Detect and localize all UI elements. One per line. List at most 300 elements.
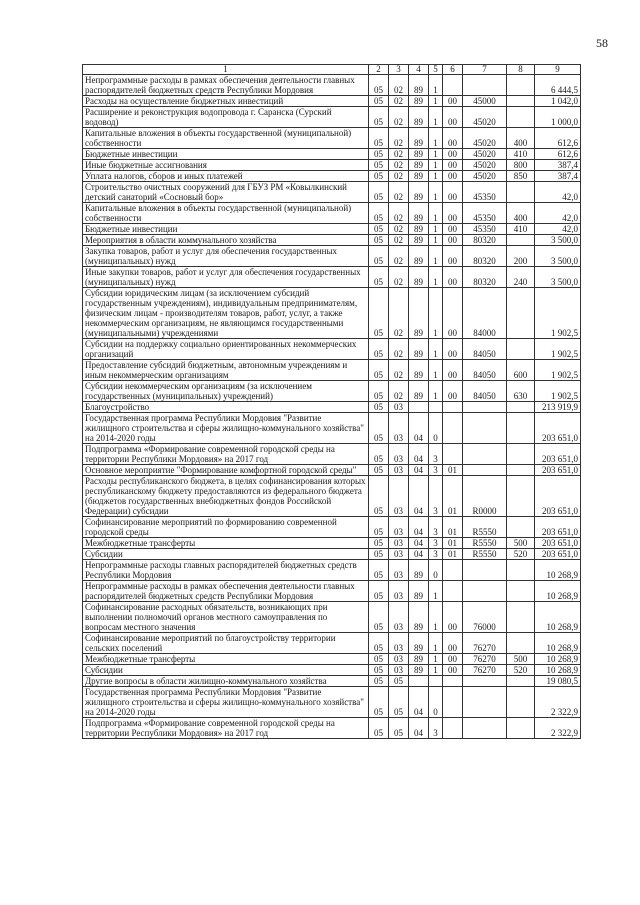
- expense-type-code-cell: [507, 413, 535, 444]
- event-code-cell: 01: [443, 465, 463, 476]
- amount-cell: 2 322,9: [535, 718, 581, 739]
- direction-code-cell: 84000: [463, 288, 507, 339]
- table-row: [83, 718, 581, 739]
- header-cell: 3: [389, 65, 409, 75]
- section-code-cell: 05: [369, 171, 389, 182]
- event-code-cell: [443, 687, 463, 718]
- event-code-cell: [443, 75, 463, 96]
- subprogram-code-cell: 3: [429, 517, 443, 538]
- subsection-code-cell: 02: [389, 339, 409, 360]
- subprogram-code-cell: [429, 402, 443, 413]
- program-code-cell: 89: [409, 160, 429, 171]
- expense-type-code-cell: [507, 444, 535, 465]
- amount-cell: 1 042,0: [535, 96, 581, 107]
- header-cell: 7: [463, 65, 507, 75]
- table-row: [83, 654, 581, 665]
- table-row: [83, 444, 581, 465]
- amount-cell: 42,0: [535, 224, 581, 235]
- expense-type-code-cell: [507, 581, 535, 602]
- amount-cell: 387,4: [535, 160, 581, 171]
- section-code-cell: 05: [369, 288, 389, 339]
- program-code-cell: 89: [409, 107, 429, 128]
- subprogram-code-cell: 1: [429, 107, 443, 128]
- event-code-cell: 01: [443, 517, 463, 538]
- section-code-cell: 05: [369, 182, 389, 203]
- amount-cell: 10 268,9: [535, 602, 581, 633]
- direction-code-cell: [463, 718, 507, 739]
- subsection-code-cell: 05: [389, 676, 409, 687]
- section-code-cell: 05: [369, 360, 389, 381]
- event-code-cell: 00: [443, 149, 463, 160]
- section-code-cell: 05: [369, 381, 389, 402]
- item-name-cell: Субсидии юридическим лицам (за исключением субсидий государственным учреждениям), индивидуальным предпринимателям, физическим лицам - производителям товаров, работ, услуг, а также некоммерческим организациям, не являющимся государственными (муниципальными) учреждениями: [83, 288, 369, 339]
- direction-code-cell: 80320: [463, 246, 507, 267]
- item-name-cell: Непрограммные расходы главных распорядителей бюджетных средств Республики Мордовия: [83, 560, 369, 581]
- amount-cell: 1 902,5: [535, 360, 581, 381]
- item-name-cell: Подпрограмма «Формирование современной городской среды на территории Республики Мордовия» на 2017 год: [83, 444, 369, 465]
- subsection-code-cell: 02: [389, 96, 409, 107]
- section-code-cell: 05: [369, 444, 389, 465]
- table-row: [83, 96, 581, 107]
- table-row: [83, 182, 581, 203]
- event-code-cell: 01: [443, 538, 463, 549]
- program-code-cell: 89: [409, 235, 429, 246]
- subprogram-code-cell: 1: [429, 288, 443, 339]
- subsection-code-cell: 02: [389, 224, 409, 235]
- section-code-cell: 05: [369, 235, 389, 246]
- amount-cell: 19 080,5: [535, 676, 581, 687]
- expense-type-code-cell: [507, 182, 535, 203]
- header-cell: 5: [429, 65, 443, 75]
- amount-cell: 612,6: [535, 128, 581, 149]
- item-name-cell: Бюджетные инвестиции: [83, 224, 369, 235]
- event-code-cell: [443, 718, 463, 739]
- expense-type-code-cell: [507, 288, 535, 339]
- item-name-cell: Иные закупки товаров, работ и услуг для обеспечения государственных (муниципальных) нужд: [83, 267, 369, 288]
- direction-code-cell: 84050: [463, 381, 507, 402]
- expense-type-code-cell: [507, 96, 535, 107]
- direction-code-cell: 45350: [463, 224, 507, 235]
- subprogram-code-cell: 1: [429, 171, 443, 182]
- direction-code-cell: 76270: [463, 633, 507, 654]
- amount-cell: 3 500,0: [535, 267, 581, 288]
- expense-type-code-cell: [507, 602, 535, 633]
- item-name-cell: Межбюджетные трансферты: [83, 538, 369, 549]
- subprogram-code-cell: 1: [429, 224, 443, 235]
- section-code-cell: 05: [369, 538, 389, 549]
- direction-code-cell: 45020: [463, 160, 507, 171]
- program-code-cell: 89: [409, 288, 429, 339]
- expense-type-code-cell: [507, 560, 535, 581]
- direction-code-cell: [463, 465, 507, 476]
- event-code-cell: 00: [443, 182, 463, 203]
- subprogram-code-cell: 0: [429, 687, 443, 718]
- item-name-cell: Капитальные вложения в объекты государственной (муниципальной) собственности: [83, 128, 369, 149]
- event-code-cell: [443, 413, 463, 444]
- item-name-cell: Государственная программа Республики Мордовия "Развитие жилищного строительства и сферы жилищно-коммунального хозяйства" на 2014-2020 годы: [83, 413, 369, 444]
- direction-code-cell: 76000: [463, 602, 507, 633]
- table-row: [83, 203, 581, 224]
- program-code-cell: 89: [409, 182, 429, 203]
- direction-code-cell: 84050: [463, 339, 507, 360]
- item-name-cell: Другие вопросы в области жилищно-коммунального хозяйства: [83, 676, 369, 687]
- program-code-cell: [409, 676, 429, 687]
- table-row: [83, 107, 581, 128]
- subprogram-code-cell: [429, 676, 443, 687]
- expense-type-code-cell: [507, 633, 535, 654]
- expense-type-code-cell: [507, 465, 535, 476]
- section-code-cell: 05: [369, 718, 389, 739]
- event-code-cell: 00: [443, 107, 463, 128]
- table-row: [83, 75, 581, 96]
- section-code-cell: 05: [369, 75, 389, 96]
- amount-cell: 42,0: [535, 182, 581, 203]
- table-row: [83, 413, 581, 444]
- expense-type-code-cell: 600: [507, 360, 535, 381]
- direction-code-cell: [463, 676, 507, 687]
- event-code-cell: 00: [443, 654, 463, 665]
- program-code-cell: 89: [409, 381, 429, 402]
- direction-code-cell: 45020: [463, 149, 507, 160]
- table-row: [83, 560, 581, 581]
- section-code-cell: 05: [369, 203, 389, 224]
- program-code-cell: 89: [409, 339, 429, 360]
- subprogram-code-cell: 1: [429, 96, 443, 107]
- direction-code-cell: R5550: [463, 538, 507, 549]
- table-row: [83, 235, 581, 246]
- program-code-cell: 89: [409, 224, 429, 235]
- subsection-code-cell: 03: [389, 633, 409, 654]
- item-name-cell: Государственная программа Республики Мордовия "Развитие жилищного строительства и сферы жилищно-коммунального хозяйства" на 2014-2020 годы: [83, 687, 369, 718]
- event-code-cell: 01: [443, 549, 463, 560]
- section-code-cell: 05: [369, 676, 389, 687]
- subsection-code-cell: 05: [389, 687, 409, 718]
- table-row: [83, 381, 581, 402]
- expense-type-code-cell: 800: [507, 160, 535, 171]
- subsection-code-cell: 02: [389, 203, 409, 224]
- table-row: [83, 224, 581, 235]
- item-name-cell: Строительство очистных сооружений для ГБУЗ РМ «Ковылкинский детский санаторий «Сосновый бор»: [83, 182, 369, 203]
- amount-cell: 203 651,0: [535, 476, 581, 517]
- subsection-code-cell: 02: [389, 267, 409, 288]
- item-name-cell: Основное мероприятие "Формирование комфортной городской среды": [83, 465, 369, 476]
- item-name-cell: Софинансирование расходных обязательств, возникающих при выполнении полномочий органов местного самоуправления по вопросам местного значения: [83, 602, 369, 633]
- subprogram-code-cell: 1: [429, 246, 443, 267]
- program-code-cell: 04: [409, 718, 429, 739]
- expense-type-code-cell: 500: [507, 654, 535, 665]
- item-name-cell: Благоустройство: [83, 402, 369, 413]
- program-code-cell: 89: [409, 128, 429, 149]
- amount-cell: 612,6: [535, 149, 581, 160]
- table-row: [83, 476, 581, 517]
- event-code-cell: 00: [443, 128, 463, 149]
- event-code-cell: 00: [443, 246, 463, 267]
- amount-cell: 203 651,0: [535, 517, 581, 538]
- amount-cell: 213 919,9: [535, 402, 581, 413]
- event-code-cell: 00: [443, 96, 463, 107]
- subsection-code-cell: 03: [389, 444, 409, 465]
- program-code-cell: 04: [409, 413, 429, 444]
- table-row: [83, 633, 581, 654]
- expense-type-code-cell: [507, 687, 535, 718]
- subsection-code-cell: 03: [389, 581, 409, 602]
- item-name-cell: Подпрограмма «Формирование современной городской среды на территории Республики Мордовия» на 2017 год: [83, 718, 369, 739]
- program-code-cell: 89: [409, 96, 429, 107]
- subsection-code-cell: 03: [389, 654, 409, 665]
- amount-cell: 10 268,9: [535, 665, 581, 676]
- expense-type-code-cell: 630: [507, 381, 535, 402]
- subprogram-code-cell: 1: [429, 360, 443, 381]
- event-code-cell: 00: [443, 235, 463, 246]
- section-code-cell: 05: [369, 413, 389, 444]
- section-code-cell: 05: [369, 465, 389, 476]
- expense-type-code-cell: 400: [507, 128, 535, 149]
- direction-code-cell: [463, 560, 507, 581]
- direction-code-cell: 45350: [463, 182, 507, 203]
- program-code-cell: 04: [409, 687, 429, 718]
- subsection-code-cell: 03: [389, 476, 409, 517]
- amount-cell: 387,4: [535, 171, 581, 182]
- amount-cell: 3 500,0: [535, 246, 581, 267]
- amount-cell: 10 268,9: [535, 560, 581, 581]
- item-name-cell: Субсидии: [83, 665, 369, 676]
- section-code-cell: 05: [369, 96, 389, 107]
- subsection-code-cell: 02: [389, 149, 409, 160]
- event-code-cell: 01: [443, 476, 463, 517]
- expense-type-code-cell: 850: [507, 171, 535, 182]
- item-name-cell: Софинансирование мероприятий по формированию современной городской среды: [83, 517, 369, 538]
- subsection-code-cell: 02: [389, 288, 409, 339]
- subsection-code-cell: 02: [389, 360, 409, 381]
- table-row: [83, 687, 581, 718]
- item-name-cell: Расширение и реконструкция водопровода г. Саранска (Сурский водовод): [83, 107, 369, 128]
- amount-cell: 203 651,0: [535, 465, 581, 476]
- table-row: [83, 602, 581, 633]
- budget-table: [82, 64, 581, 739]
- subprogram-code-cell: 1: [429, 654, 443, 665]
- program-code-cell: 89: [409, 581, 429, 602]
- expense-type-code-cell: 500: [507, 538, 535, 549]
- item-name-cell: Межбюджетные трансферты: [83, 654, 369, 665]
- subsection-code-cell: 03: [389, 517, 409, 538]
- section-code-cell: 05: [369, 246, 389, 267]
- subsection-code-cell: 05: [389, 718, 409, 739]
- expense-type-code-cell: [507, 339, 535, 360]
- subprogram-code-cell: 3: [429, 718, 443, 739]
- subsection-code-cell: 02: [389, 235, 409, 246]
- subprogram-code-cell: 3: [429, 549, 443, 560]
- amount-cell: 1 902,5: [535, 381, 581, 402]
- event-code-cell: 00: [443, 381, 463, 402]
- subprogram-code-cell: 1: [429, 665, 443, 676]
- event-code-cell: 00: [443, 360, 463, 381]
- section-code-cell: 05: [369, 160, 389, 171]
- subsection-code-cell: 03: [389, 665, 409, 676]
- table-row: [83, 665, 581, 676]
- subprogram-code-cell: 3: [429, 444, 443, 465]
- expense-type-code-cell: [507, 235, 535, 246]
- expense-type-code-cell: 200: [507, 246, 535, 267]
- header-cell: 1: [83, 65, 369, 75]
- direction-code-cell: 45020: [463, 128, 507, 149]
- header-cell: 4: [409, 65, 429, 75]
- subprogram-code-cell: 1: [429, 267, 443, 288]
- header-row: [83, 65, 581, 75]
- section-code-cell: 05: [369, 687, 389, 718]
- amount-cell: 203 651,0: [535, 549, 581, 560]
- section-code-cell: 05: [369, 339, 389, 360]
- expense-type-code-cell: [507, 107, 535, 128]
- direction-code-cell: [463, 413, 507, 444]
- subsection-code-cell: 03: [389, 549, 409, 560]
- subprogram-code-cell: 0: [429, 413, 443, 444]
- direction-code-cell: 76270: [463, 654, 507, 665]
- direction-code-cell: 80320: [463, 267, 507, 288]
- section-code-cell: 05: [369, 549, 389, 560]
- subprogram-code-cell: 1: [429, 381, 443, 402]
- event-code-cell: [443, 560, 463, 581]
- amount-cell: 10 268,9: [535, 633, 581, 654]
- item-name-cell: Непрограммные расходы в рамках обеспечения деятельности главных распорядителей бюджетных средств Республики Мордовия: [83, 581, 369, 602]
- table-row: [83, 246, 581, 267]
- direction-code-cell: [463, 581, 507, 602]
- direction-code-cell: [463, 402, 507, 413]
- expense-type-code-cell: 410: [507, 149, 535, 160]
- direction-code-cell: [463, 75, 507, 96]
- expense-type-code-cell: [507, 718, 535, 739]
- event-code-cell: [443, 581, 463, 602]
- section-code-cell: 05: [369, 517, 389, 538]
- item-name-cell: Расходы республиканского бюджета, в целях софинансирования которых республиканскому бюджету предоставляются из федерального бюджета (бюджетов государственных внебюджетных фондов Российской Федерации) субсидии: [83, 476, 369, 517]
- event-code-cell: [443, 444, 463, 465]
- item-name-cell: Капитальные вложения в объекты государственной (муниципальной) собственности: [83, 203, 369, 224]
- item-name-cell: Субсидии на поддержку социально ориентированных некоммерческих организаций: [83, 339, 369, 360]
- subsection-code-cell: 02: [389, 182, 409, 203]
- amount-cell: 203 651,0: [535, 444, 581, 465]
- expense-type-code-cell: 520: [507, 549, 535, 560]
- subprogram-code-cell: 0: [429, 560, 443, 581]
- program-code-cell: 89: [409, 246, 429, 267]
- subsection-code-cell: 02: [389, 75, 409, 96]
- subsection-code-cell: 02: [389, 381, 409, 402]
- event-code-cell: 00: [443, 160, 463, 171]
- section-code-cell: 05: [369, 654, 389, 665]
- item-name-cell: Субсидии: [83, 549, 369, 560]
- expense-type-code-cell: [507, 517, 535, 538]
- table-row: [83, 160, 581, 171]
- section-code-cell: 05: [369, 149, 389, 160]
- direction-code-cell: 80320: [463, 235, 507, 246]
- program-code-cell: 89: [409, 171, 429, 182]
- table-row: [83, 267, 581, 288]
- event-code-cell: 00: [443, 267, 463, 288]
- program-code-cell: 89: [409, 665, 429, 676]
- amount-cell: 10 268,9: [535, 581, 581, 602]
- expense-type-code-cell: [507, 402, 535, 413]
- amount-cell: 6 444,5: [535, 75, 581, 96]
- item-name-cell: Бюджетные инвестиции: [83, 149, 369, 160]
- direction-code-cell: R5550: [463, 549, 507, 560]
- subsection-code-cell: 03: [389, 402, 409, 413]
- page-number: 58: [596, 36, 608, 50]
- direction-code-cell: [463, 444, 507, 465]
- subprogram-code-cell: 1: [429, 602, 443, 633]
- expense-type-code-cell: 240: [507, 267, 535, 288]
- amount-cell: 1 902,5: [535, 339, 581, 360]
- subprogram-code-cell: 3: [429, 476, 443, 517]
- direction-code-cell: 76270: [463, 665, 507, 676]
- amount-cell: 2 322,9: [535, 687, 581, 718]
- section-code-cell: 05: [369, 224, 389, 235]
- subprogram-code-cell: 1: [429, 128, 443, 149]
- section-code-cell: 05: [369, 560, 389, 581]
- event-code-cell: [443, 402, 463, 413]
- subprogram-code-cell: 1: [429, 160, 443, 171]
- subsection-code-cell: 02: [389, 107, 409, 128]
- direction-code-cell: 45020: [463, 171, 507, 182]
- direction-code-cell: 84050: [463, 360, 507, 381]
- program-code-cell: [409, 402, 429, 413]
- expense-type-code-cell: [507, 476, 535, 517]
- amount-cell: 203 651,0: [535, 413, 581, 444]
- event-code-cell: 00: [443, 224, 463, 235]
- program-code-cell: 04: [409, 465, 429, 476]
- subsection-code-cell: 02: [389, 171, 409, 182]
- event-code-cell: 00: [443, 602, 463, 633]
- table-row: [83, 538, 581, 549]
- direction-code-cell: R5550: [463, 517, 507, 538]
- direction-code-cell: 45350: [463, 203, 507, 224]
- item-name-cell: Мероприятия в области коммунального хозяйства: [83, 235, 369, 246]
- item-name-cell: Непрограммные расходы в рамках обеспечения деятельности главных распорядителей бюджетных средств Республики Мордовия: [83, 75, 369, 96]
- table-row: [83, 171, 581, 182]
- program-code-cell: 89: [409, 360, 429, 381]
- event-code-cell: 00: [443, 339, 463, 360]
- program-code-cell: 04: [409, 517, 429, 538]
- subsection-code-cell: 03: [389, 602, 409, 633]
- amount-cell: 42,0: [535, 203, 581, 224]
- subprogram-code-cell: 3: [429, 538, 443, 549]
- section-code-cell: 05: [369, 602, 389, 633]
- program-code-cell: 04: [409, 476, 429, 517]
- subsection-code-cell: 02: [389, 128, 409, 149]
- header-cell: 2: [369, 65, 389, 75]
- table-row: [83, 360, 581, 381]
- expense-type-code-cell: 400: [507, 203, 535, 224]
- program-code-cell: 89: [409, 633, 429, 654]
- subprogram-code-cell: 1: [429, 75, 443, 96]
- expense-type-code-cell: [507, 75, 535, 96]
- table-row: [83, 465, 581, 476]
- amount-cell: 1 902,5: [535, 288, 581, 339]
- section-code-cell: 05: [369, 476, 389, 517]
- subprogram-code-cell: 3: [429, 465, 443, 476]
- program-code-cell: 89: [409, 75, 429, 96]
- table-row: [83, 581, 581, 602]
- event-code-cell: 00: [443, 288, 463, 339]
- amount-cell: 203 651,0: [535, 538, 581, 549]
- table-row: [83, 517, 581, 538]
- header-cell: 9: [535, 65, 581, 75]
- direction-code-cell: 45000: [463, 96, 507, 107]
- item-name-cell: Субсидии некоммерческим организациям (за исключением государственных (муниципальных) учреждений): [83, 381, 369, 402]
- event-code-cell: 00: [443, 171, 463, 182]
- subsection-code-cell: 03: [389, 538, 409, 549]
- expense-type-code-cell: [507, 676, 535, 687]
- event-code-cell: [443, 676, 463, 687]
- subsection-code-cell: 02: [389, 246, 409, 267]
- section-code-cell: 05: [369, 267, 389, 288]
